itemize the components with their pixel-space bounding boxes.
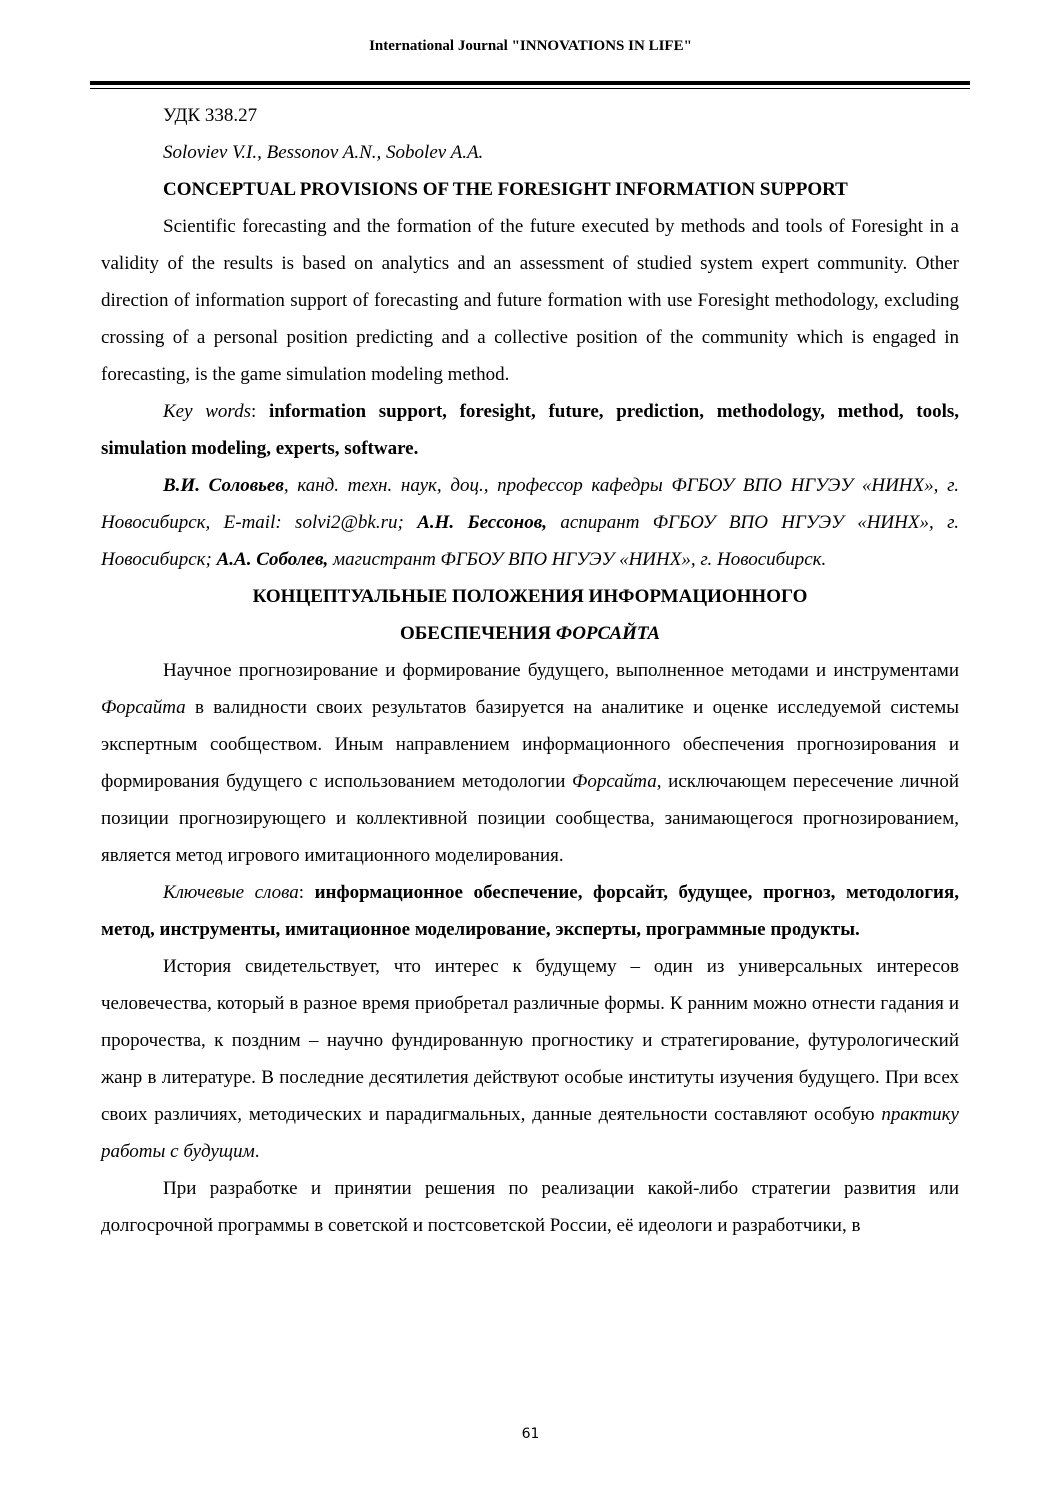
keywords-en-text: information support, foresight, future, prediction, methodology, method, tools, simulation modeling, experts, software. [101, 401, 960, 459]
body-paragraph-2: При разработке и принятии решения по реализации какой-либо стратегии развития или долгосрочной программы в советской и постсоветской России, её идеологи и разработчики, в [101, 1178, 959, 1236]
author2-info: аспирант ФГБОУ ВПО НГУЭУ «НИНХ», г. Новосибирск; [101, 512, 959, 570]
body1-text: История свидетельствует, что интерес к будущему – один из универсальных интересов человечества, который в разное время приобретал различные формы. К ранним можно отнести гадания и пророчества, к поздним – научно фундированную прогностику и стратегирование, футурологический жанр в литературе. В последние десятилетия действуют особые институты изучения будущего. При всех своих различиях, методических и парадигмальных, данные деятельности составляют особую [101, 956, 959, 1125]
abstract-ru-foresight2: Форсайта [572, 771, 657, 792]
body-paragraph-1 [101, 948, 959, 1170]
udc-code: УДК 338.27 [163, 105, 258, 126]
author1-name: В.И. Соловьев [163, 475, 284, 496]
page-number: 61 [521, 1426, 540, 1442]
abstract-ru-part2: в валидности своих результатов базируется на аналитике и оценке исследуемой системы экспертным сообществом. Иным направлением информационного обеспечения прогнозирования и формирования будущего с использованием методологии [101, 697, 959, 792]
keywords-en: Key words: information support, foresight, future, prediction, methodology, method, tools, simulation modeling, experts, software. [101, 401, 960, 459]
keywords-ru-label: Ключевые слова [163, 882, 299, 903]
abstract-ru-foresight1: Форсайта [101, 697, 186, 718]
author3-name: А.А. Соболев, [216, 549, 329, 570]
body1-end: . [254, 1141, 260, 1162]
header-rule-thick [90, 81, 970, 85]
keywords-ru: Ключевые слова: информационное обеспечение, форсайт, будущее, прогноз, методология, метод, инструменты, имитационное моделирование, эксперты, программные продукты. [101, 882, 960, 940]
author1-info: , канд. техн. наук, доц., профессор кафедры ФГБОУ ВПО НГУЭУ «НИНХ», г. Новосибирск, E-mail: solvi2@bk.ru; [101, 475, 959, 533]
keywords-ru-text: информационное обеспечение, форсайт, будущее, прогноз, методология, метод, инструменты, имитационное моделирование, эксперты, программные продукты. [101, 882, 960, 940]
abstract-en: Scientific forecasting and the formation of the future executed by methods and tools of Foresight in a validity of the results is based on analytics and an assessment of studied system expert community. Other direction of information support of forecasting and future formation with use Foresight methodology, excluding crossing of a personal position predicting and a collective position of the community which is engaged in forecasting, is the game simulation modeling method. [101, 216, 959, 385]
title-en: CONCEPTUAL PROVISIONS OF THE FORESIGHT INFORMATION SUPPORT [163, 179, 848, 200]
title-ru-line2-plain: ОБЕСПЕЧЕНИЯ [399, 623, 556, 644]
header-rule-thin [90, 88, 970, 89]
authors-ru [101, 467, 959, 578]
body1-italic: практику работы с будущим [101, 1104, 959, 1162]
author2-name: А.Н. Бессонов, [417, 512, 547, 533]
title-ru-line2 [101, 615, 959, 652]
author3-info: магистрант ФГБОУ ВПО НГУЭУ «НИНХ», г. Новосибирск. [328, 549, 827, 570]
keywords-en-label: Key words [163, 401, 251, 422]
journal-header: International Journal "INNOVATIONS IN LIFE" [369, 38, 692, 54]
authors-en: Soloviev V.I., Bessonov A.N., Sobolev A.A. [163, 142, 484, 163]
article-content [101, 97, 959, 1244]
title-ru-line2-italic: ФОРСАЙТА [555, 623, 661, 644]
abstract-ru-part3: , исключающем пересечение личной позиции прогнозирующего и коллективной позиции сообщества, занимающегося прогнозированием, является метод игрового имитационного моделирования. [101, 771, 959, 866]
title-ru-line1: КОНЦЕПТУАЛЬНЫЕ ПОЛОЖЕНИЯ ИНФОРМАЦИОННОГО [252, 586, 808, 607]
abstract-ru-part1: Научное прогнозирование и формирование будущего, выполненное методами и инструментами [163, 660, 959, 681]
abstract-ru [101, 652, 959, 874]
